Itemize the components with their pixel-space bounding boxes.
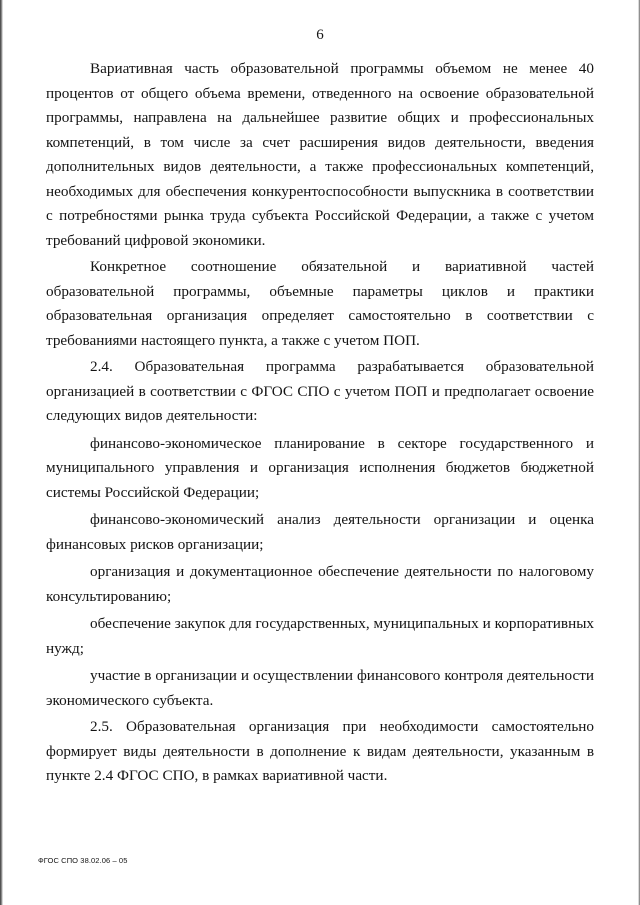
list-item-activity-5: участие в организации и осуществлении финансового контроля деятельности экономического субъекта. xyxy=(46,667,594,709)
paragraph-variable-part: Вариативная часть образовательной программы объемом не менее 40 процентов от общего объема времени, отведенного на освоение образовательной программы, направлена на дальнейшее развитие общих и профессиональных компетенций, в том числе за счет расширения видов деятельности, введения дополнительных видов деятельности, а также профессиональных компетенций, необходимых для обеспечения конкурентоспособности выпускника в соответствии с потребностями рынка труда субъекта Российской Федерации, а также с учетом требований цифровой экономики. xyxy=(46,60,594,249)
list-item-activity-2: финансово-экономический анализ деятельности организации и оценка финансовых рисков организации; xyxy=(46,511,594,553)
list-item-activity-1: финансово-экономическое планирование в секторе государственного и муниципального управления и организация исполнения бюджетов бюджетной системы Российской Федерации; xyxy=(46,434,594,501)
paragraph-2-5: 2.5. Образовательная организация при необходимости самостоятельно формирует виды деятельности в дополнение к видам деятельности, указанным в пункте 2.4 ФГОС СПО, в рамках вариативной части. xyxy=(46,718,594,784)
document-body xyxy=(46,57,594,789)
scan-edge-left xyxy=(0,0,3,905)
list-item-activity-3: организация и документационное обеспечение деятельности по налоговому консультированию; xyxy=(46,563,594,605)
page-number: 6 xyxy=(316,27,324,43)
footer-document-code: ФГОС СПО 38.02.06 – 05 xyxy=(38,856,128,865)
paragraph-2-4: 2.4. Образовательная программа разрабатывается образовательной организацией в соответствии с ФГОС СПО с учетом ПОП и предполагает освоение следующих видов деятельности: xyxy=(46,358,594,424)
list-item-activity-4: обеспечение закупок для государственных, муниципальных и корпоративных нужд; xyxy=(46,615,594,657)
paragraph-parts-ratio: Конкретное соотношение обязательной и вариативной частей образовательной программы, объемные параметры циклов и практики образовательная организация определяет самостоятельно в соответствии с требованиями настоящего пункта, а также с учетом ПОП. xyxy=(46,258,594,349)
